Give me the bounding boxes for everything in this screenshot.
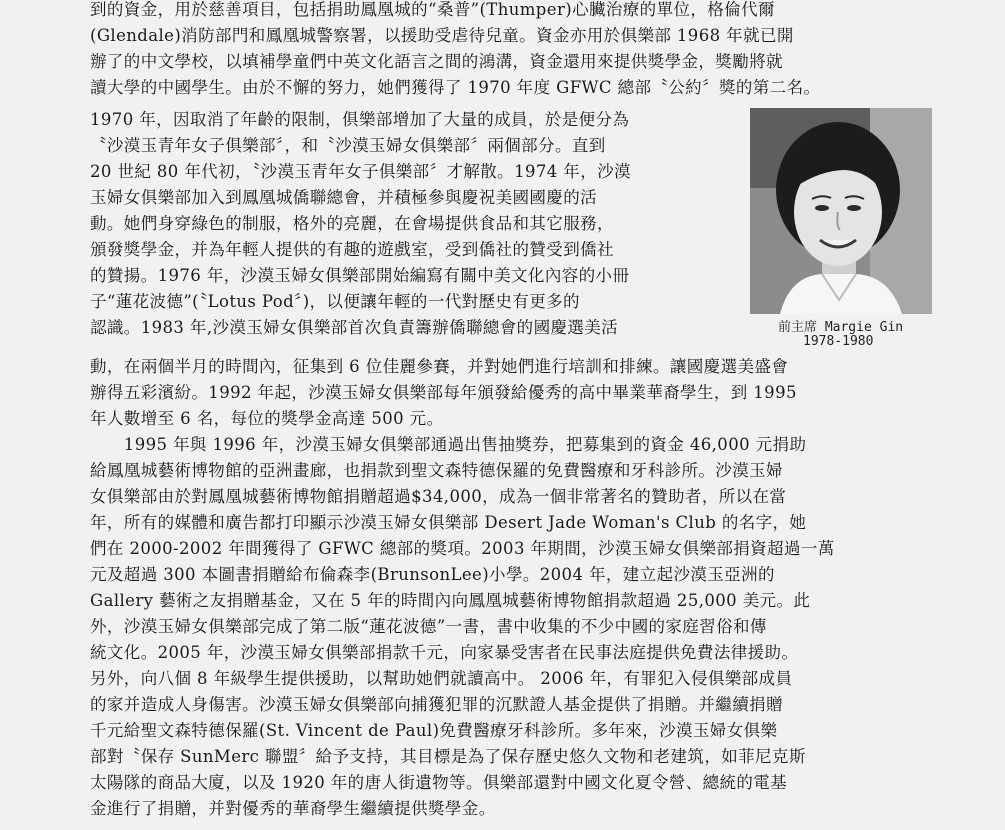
photo-caption-years: 1978-1980 xyxy=(803,334,874,349)
text-line: 1995 年與 1996 年，沙漠玉婦女俱樂部通過出售抽獎券，把募集到的資金 46,000 元捐助 xyxy=(90,435,807,454)
text-line: 動。她們身穿綠色的制服，格外的亮麗，在會場提供食品和其它服務， xyxy=(90,214,614,233)
text-line: 認識。1983 年,沙漠玉婦女俱樂部首次負責籌辦僑聯總會的國慶選美活 xyxy=(90,318,619,337)
text-line: 另外，向八個 8 年級學生提供援助，以幫助她們就讀高中。 2006 年，有罪犯入侵俱樂部成員 xyxy=(90,669,793,688)
text-line: 〝沙漠玉青年女子俱樂部〞，和〝沙漠玉婦女俱樂部〞兩個部分。直到 xyxy=(90,136,606,155)
text-line: 辦了的中文學校，以填補學童們中英文化語言之間的鴻溝，資金還用來提供獎學金，獎勵將就 xyxy=(90,52,783,71)
text-line: 統文化。2005 年，沙漠玉婦女俱樂部捐款千元，向家暴受害者在民事法庭提供免費法律援助。 xyxy=(90,643,799,662)
text-line: (Glendale)消防部門和鳳凰城警察署，以援助受虐待兒童。資金亦用於俱樂部 1968 年就已開 xyxy=(90,26,794,45)
text-line: Gallery 藝術之友捐贈基金，又在 5 年的時間內向鳳凰城藝術博物館捐款超過 25,000 美元。此 xyxy=(90,591,811,610)
text-line: 的贊揚。1976 年，沙漠玉婦女俱樂部開始編寫有關中美文化內容的小冊 xyxy=(90,266,630,285)
text-line: 到的資金，用於慈善項目，包括捐助鳳凰城的“桑普”(Thumper)心臟治療的單位，格倫代爾 xyxy=(90,0,775,19)
text-line: 子“蓮花波德”(〝Lotus Pod〞)，以便讓年輕的一代對歷史有更多的 xyxy=(90,292,580,311)
text-line: 們在 2000-2002 年間獲得了 GFWC 總部的獎項。2003 年期間，沙漠玉婦女俱樂部捐資超過一萬 xyxy=(90,539,835,558)
text-line: 讀大學的中國學生。由於不懈的努力，她們獲得了 1970 年度 GFWC 總部〝公約〞獎的第二名。 xyxy=(90,78,821,97)
text-line: 太陽隊的商品大廈，以及 1920 年的唐人街遺物等。俱樂部還對中國文化夏令營、總統的電基 xyxy=(90,773,788,792)
text-line: 玉婦女俱樂部加入到鳳凰城僑聯總會，并積極參與慶祝美國國慶的活 xyxy=(90,188,597,207)
text-line: 年，所有的媒體和廣告都打印顯示沙漠玉婦女俱樂部 Desert Jade Woman's Club 的名字，她 xyxy=(90,513,807,532)
portrait-photo xyxy=(750,108,932,314)
text-line: 動，在兩個半月的時間內，征集到 6 位佳麗參賽，并對她們進行培訓和排練。讓國慶選美盛會 xyxy=(90,357,789,376)
text-line: 外，沙漠玉婦女俱樂部完成了第二版“蓮花波德”一書，書中收集的不少中國的家庭習俗和傳 xyxy=(90,617,767,636)
text-line: 給鳳凰城藝術博物館的亞洲畫廊，也捐款到聖文森特德保羅的免費醫療和牙科診所。沙漠玉婦 xyxy=(90,461,783,480)
text-line: 辦得五彩濱紛。1992 年起，沙漠玉婦女俱樂部每年頒發給優秀的高中畢業華裔學生，到 1995 xyxy=(90,383,797,402)
text-line: 20 世紀 80 年代初，〝沙漠玉青年女子俱樂部〞才解散。1974 年，沙漠 xyxy=(90,162,631,181)
text-line: 金進行了捐贈，并對優秀的華裔學生繼續提供獎學金。 xyxy=(90,799,496,818)
text-line: 年人數增至 6 名，每位的獎學金高達 500 元。 xyxy=(90,409,444,428)
text-line: 元及超過 300 本圖書捐贈給布倫森李(BrunsonLee)小學。2004 年，建立起沙漠玉亞洲的 xyxy=(90,565,775,584)
text-line: 的家并造成人身傷害。沙漠玉婦女俱樂部向捕獲犯罪的沉默證人基金提供了捐贈。并繼續捐贈 xyxy=(90,695,783,714)
photo-caption-name: 前主席 Margie Gin xyxy=(778,320,904,335)
text-line: 千元給聖文森特德保羅(St. Vincent de Paul)免費醫療牙科診所。多年來，沙漠玉婦女俱樂 xyxy=(90,721,778,740)
text-line: 女俱樂部由於對鳳凰城藝術博物館捐贈超過$34,000，成為一個非常著名的贊助者，所以在當 xyxy=(90,487,787,506)
text-line: 部對〝保存 SunMerc 聯盟〞給予支持，其目標是為了保存歷史悠久文物和老建筑，如菲尼克斯 xyxy=(90,747,806,766)
text-line: 頒發獎學金，并為年輕人提供的有趣的遊戲室，受到僑社的贊受到僑社 xyxy=(90,240,614,259)
text-line: 1970 年，因取消了年齡的限制，俱樂部增加了大量的成員，於是便分為 xyxy=(90,110,630,129)
